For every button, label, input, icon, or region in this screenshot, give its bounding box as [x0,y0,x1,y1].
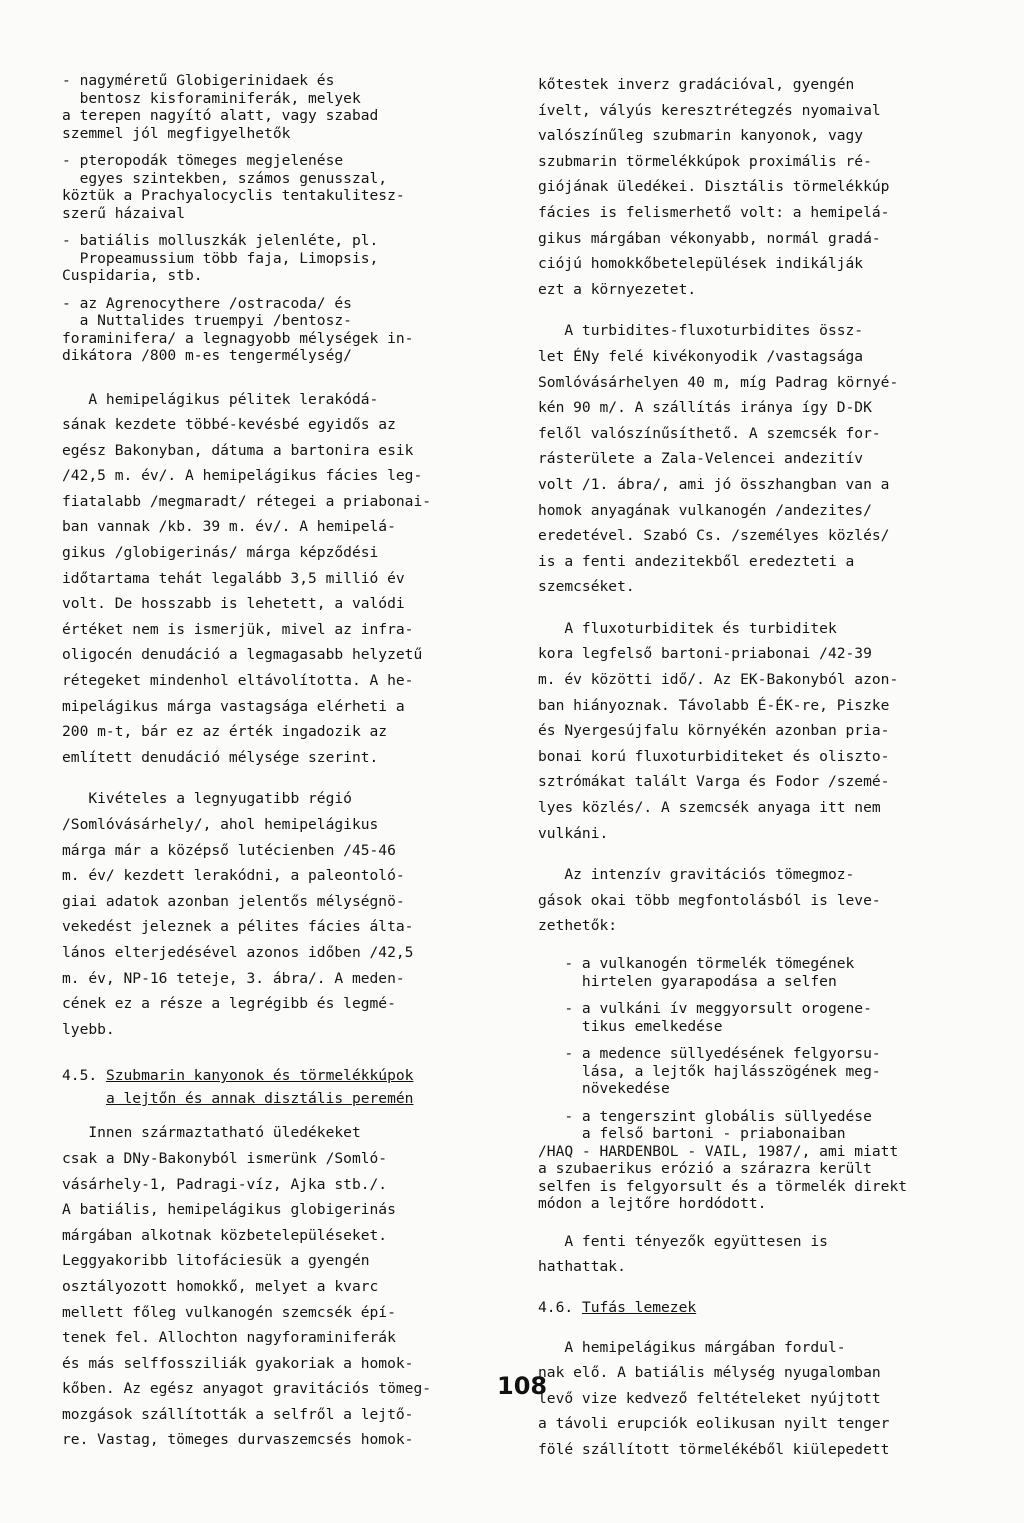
right-column [538,72,968,1463]
bullet-pteropoda: - pteropodák tömeges megjelenése egyes szintekben, számos genusszal, köztük a Prachyalocyclis tentakulitesz- szerű házaival [62,152,405,222]
bullet-molluscs: - batiális molluszkák jelenléte, pl. Propeamussium több faja, Limopsis, Cuspidaria, stb. [62,232,379,284]
list-item-volcanic-arc: - a vulkáni ív meggyorsult orogene- tikus emelkedése [564,1000,872,1035]
bullet-ostracoda: - az Agrenocythere /ostracoda/ és a Nuttalides truempyi /bentosz- foraminifera/ a legnagyobb mélységek in- dikátora /800 m-es tengermélység/ [62,294,414,364]
section-number: 4.6. [538,1298,582,1316]
paragraph-hemipelagic-onset: A hemipelágikus pélitek lerakódá- sának kezdete többé-kevésbé egyidős az egész Bakonyban, dátuma a bartonira esik /42,5 m. év/. A hemipelágikus fácies leg- fiatalabb /megmaradt/ rétegei a priabonai- ban vannak /kb. 39 m. év/. A hemipelá- gikus /globigerinás/ márga képződési időtartama tehát legalább 3,5 millió év volt. De hosszabb is lehetett, a valódi értéket nem is ismerjük, mivel az infra- oligocén denudáció a legmagasabb helyzetű rétegeket mindenhol eltávolította. A he- mipelágikus márga vastagsága elérheti a 200 m-t, bár ez az érték ingadozik az említett denudáció mélysége szerint. [62,390,432,766]
list-item-basin-subsidence: - a medence süllyedésének felgyorsu- lása, a lejtők hajlásszögének meg- növekedése [564,1045,881,1097]
paragraph-turbidite-complex: A turbidites-fluxoturbidites össz- let ÉNy felé kivékonyodik /vastagsága Somlóvásárhelyen 40 m, míg Padrag környé- kén 90 m/. A szállítás iránya így D-DK felől valószínűsíthető. A szemcsék for- rásterülete a Zala-Velencei andezitív volt /1. ábra/, ami jó összhangban van a homok anyagának vulkanogén /andezites/ eredetével. Szabó Cs. /személyes közlés/ is a fenti andezitekből eredezteti a szemcséket. [538,322,899,596]
section-heading-4-5 [62,1064,502,1110]
left-column [62,72,502,1453]
section-title-line-1: Szubmarin kanyonok és törmelékkúpok [105,1067,414,1085]
section-title: Tufás lemezek [581,1298,697,1316]
list-item-sea-level-fall: - a tengerszint globális süllyedése a felső bartoni - priabonaiban /HAQ - HARDENBOL - VAIL, 1987/, ami miatt a szubaerikus erózió a szárazra került selfen is felgyorsult és a törmelék direkt módon a lejtőre hordódott. [538,1107,908,1212]
paragraph-fluxoturbidite-age: A fluxoturbiditek és turbiditek kora legfelső bartoni-priabonai /42-39 m. év közötti idő/. Az EK-Bakonyból azon- ban hiányoznak. Távolabb É-ÉK-re, Piszke és Nyergesújfalu környékén azonban pria- bonai korú fluxoturbiditeket és oliszto- sztrómákat talált Varga és Fodor /szemé- lyes közlés/. A szemcsék anyaga itt nem vulkáni. [538,619,899,842]
paragraph-mass-movement-causes: Az intenzív gravitációs tömegmoz- gások okai több megfontolásból is leve- zethetők: [538,866,881,935]
paragraph-sandstone-bodies: kőtestek inverz gradációval, gyengén ívelt, vályús keresztrétegzés nyomaival valószínűleg szubmarin kanyonok, vagy szubmarin törmelékkúpok proximális ré- giójának üledékei. Disztális törmelékkúp fácies is felismerhető volt: a hemipelá- gikus márgában vékonyabb, normál gradá- ciójú homokkőbetelepülések indikálják ezt a környezetet. [538,76,890,298]
paragraph-sediment-origin: Innen származtatható üledékeket csak a DNy-Bakonyból ismerünk /Somló- vásárhely-1, Padragi-víz, Ajka stb./. A batiális, hemipelágikus globigerinás márgában alkotnak közbetelepüléseket. Leggyakoribb litofáciesük a gyengén osztályozott homokkő, melyet a kvarc mellett főleg vulkanogén szemcsék épí- tenek fel. Allochton nagyforaminiferák és más selffossziliák gyakoriak a homok- kőben. Az egész anyagot gravitációs tömeg- mozgások szállították a selfről a lejtő- re. Vastag, tömeges durvaszemcsés homok- [62,1124,432,1449]
section-number: 4.5. [62,1067,106,1085]
page-number: 108 [497,1372,548,1400]
list-item-volcanogenic-debris: - a vulkanogén törmelék tömegének hirtelen gyarapodása a selfen [564,955,855,990]
paragraph-tuff-layers: A hemipelágikus márgában fordul- nak elő. A batiális mélység nyugalomban levő vize kedvező feltételeket nyújtott a távoli erupciók eolikusan nyilt tenger fölé szállított törmelékéből kiülepedett [538,1338,890,1459]
paragraph-factors-combined: A fenti tényezők együttesen is hathattak. [538,1232,828,1276]
bullet-globigerinidae: - nagyméretű Globigerinidaek és bentosz kisforaminiferák, melyek a terepen nagyító alatt, vagy szabad szemmel jól megfigyelhetők [62,72,379,142]
paragraph-somlovasarhely: Kivételes a legnyugatibb régió /Somlóvásárhely/, ahol hemipelágikus márga már a középső lutécienben /45-46 m. év/ kezdett lerakódni, a paleontoló- giai adatok azonban jelentős mélységnö- vekedést jeleznek a pélites fácies álta- lános elterjedésével azonos időben /42,5 m. év, NP-16 teteje, 3. ábra/. A meden- cének ez a része a legrégibb és legmé- lyebb. [62,790,414,1038]
section-heading-4-6 [538,1296,968,1319]
section-title-line-2: a lejtőn és annak disztális peremén [105,1090,414,1108]
